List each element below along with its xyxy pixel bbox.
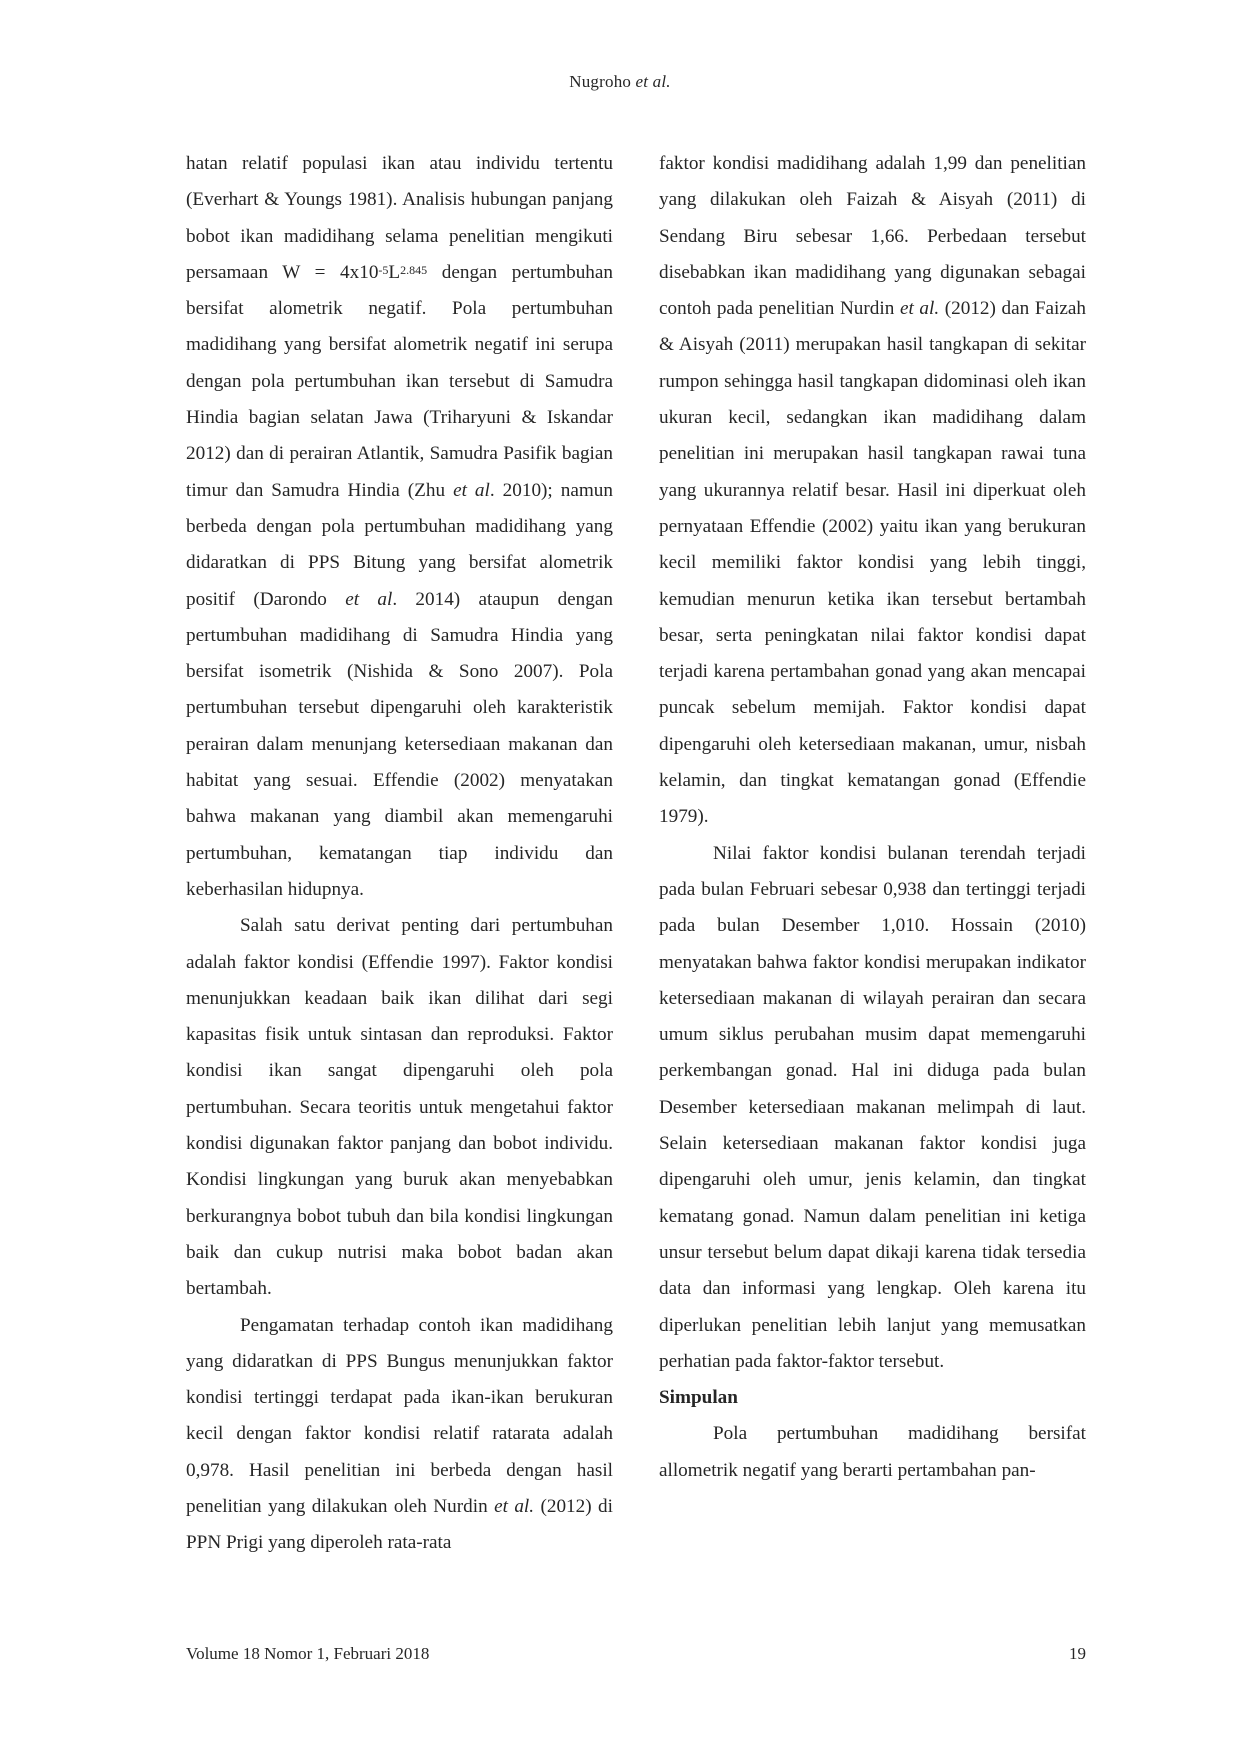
- text-run: faktor kondisi madidihang adalah 1,99 dan penelitian yang dilakukan oleh Faizah & Aisyah (2011) di Sendang Biru sebesar 1,66. Perbedaan tersebut disebabkan ikan madidihang yang digunakan sebagai contoh pada penelitian Nurdin: [659, 153, 1086, 320]
- text-run: . 2014) ataupun dengan pertumbuhan madidihang di Samudra Hindia yang bersifat isometrik (Nishida & Sono 2007). Pola pertumbuhan tersebut dipengaruhi oleh karakteristik perairan dalam menunjang ketersediaan makanan dan habitat yang sesuai. Effendie (2002) menyatakan bahwa makanan yang diambil akan memengaruhi pertumbuhan, kematangan tiap individu dan keberhasilan hidupnya.: [186, 588, 613, 900]
- section-heading-simpulan: Simpulan: [659, 1387, 738, 1409]
- left-paragraph-3: [186, 1308, 613, 1562]
- text-run: (2012) dan Faizah & Aisyah (2011) merupakan hasil tangkapan di sekitar rumpon sehingga hasil tangkapan didominasi oleh ikan ukuran kecil, sedangkan ikan madidihang dalam penelitian ini merupakan hasil tangkapan rawai tuna yang ukurannya relatif besar. Hasil ini diperkuat oleh pernyataan Effendie (2002) yaitu ikan yang berukuran kecil memiliki faktor kondisi yang lebih tinggi, kemudian menurun ketika ikan tersebut bertambah besar, serta peningkatan nilai faktor kondisi dapat terjadi karena pertambahan gonad yang akan mencapai puncak sebelum memijah. Faktor kondisi dapat dipengaruhi oleh ketersediaan makanan, umur, nisbah kelamin, dan tingkat kematangan gonad (Effendie 1979).: [659, 298, 1086, 828]
- text-run: (2012) di PPN Prigi yang diperoleh rata-rata: [186, 1495, 613, 1554]
- footer-page-number: 19: [1069, 1644, 1086, 1663]
- running-head-etal: et al.: [631, 72, 671, 91]
- superscript: -5: [378, 262, 389, 277]
- left-paragraph-1: [186, 146, 613, 908]
- superscript: 2.845: [400, 262, 428, 277]
- footer-volume: Volume 18 Nomor 1, Februari 2018: [186, 1644, 430, 1663]
- text-run: . 2010); namun berbeda dengan pola pertumbuhan madidihang yang didaratkan di PPS Bitung yang bersifat alometrik positif (Darondo: [186, 479, 613, 610]
- right-paragraph-3: Pola pertumbuhan madidihang bersifat allometrik negatif yang berarti pertambahan pan-: [659, 1423, 1086, 1481]
- right-column: [659, 146, 1086, 1489]
- italic-etal: et al.: [899, 298, 940, 320]
- text-run: hatan relatif populasi ikan atau individu tertentu (Everhart & Youngs 1981). Analisis hubungan panjang bobot ikan madidihang selama penelitian mengikuti persamaan W = 4x10: [186, 153, 613, 283]
- text-run: dengan pertumbuhan bersifat alometrik negatif. Pola pertumbuhan madidihang yang bersifat alometrik negatif ini serupa dengan pola pertumbuhan ikan tersebut di Samudra Hindia bagian selatan Jawa (Triharyuni & Iskandar 2012) dan di perairan Atlantik, Samudra Pasifik bagian timur dan Samudra Hindia (Zhu: [186, 261, 613, 501]
- left-column: [186, 146, 613, 1562]
- running-head: [0, 72, 1240, 92]
- italic-etal: et al.: [494, 1495, 535, 1517]
- running-head-author: Nugroho: [569, 72, 632, 91]
- text-run: Pengamatan terhadap contoh ikan madidihang yang didaratkan di PPS Bungus menunjukkan faktor kondisi tertinggi terdapat pada ikan-ikan berukuran kecil dengan faktor kondisi relatif ratarata adalah 0,978. Hasil penelitian ini berbeda dengan hasil penelitian yang dilakukan oleh Nurdin: [186, 1314, 613, 1517]
- text-run: L: [388, 261, 401, 283]
- italic-etal: et al: [345, 588, 393, 610]
- italic-etal: et al: [453, 479, 490, 501]
- left-paragraph-2: Salah satu derivat penting dari pertumbuhan adalah faktor kondisi (Effendie 1997). Faktor kondisi menunjukkan keadaan baik ikan dilihat dari segi kapasitas fisik untuk sintasan dan reproduksi. Faktor kondisi ikan sangat dipengaruhi oleh pola pertumbuhan. Secara teoritis untuk mengetahui faktor kondisi digunakan faktor panjang dan bobot individu. Kondisi lingkungan yang buruk akan menyebabkan berkurangnya bobot tubuh dan bila kondisi lingkungan baik dan cukup nutrisi maka bobot badan akan bertambah.: [186, 915, 613, 1300]
- right-paragraph-1: [659, 146, 1086, 836]
- right-paragraph-2: Nilai faktor kondisi bulanan terendah terjadi pada bulan Februari sebesar 0,938 dan tertinggi terjadi pada bulan Desember 1,010. Hossain (2010) menyatakan bahwa faktor kondisi merupakan indikator ketersediaan makanan di wilayah perairan dan secara umum siklus perubahan musim dapat memengaruhi perkembangan gonad. Hal ini diduga pada bulan Desember ketersediaan makanan melimpah di laut. Selain ketersediaan makanan faktor kondisi juga dipengaruhi oleh umur, jenis kelamin, dan tingkat kematang gonad. Namun dalam penelitian ini ketiga unsur tersebut belum dapat dikaji karena tidak tersedia data dan informasi yang lengkap. Oleh karena itu diperlukan penelitian lebih lanjut yang memusatkan perhatian pada faktor-faktor tersebut.: [659, 842, 1086, 1372]
